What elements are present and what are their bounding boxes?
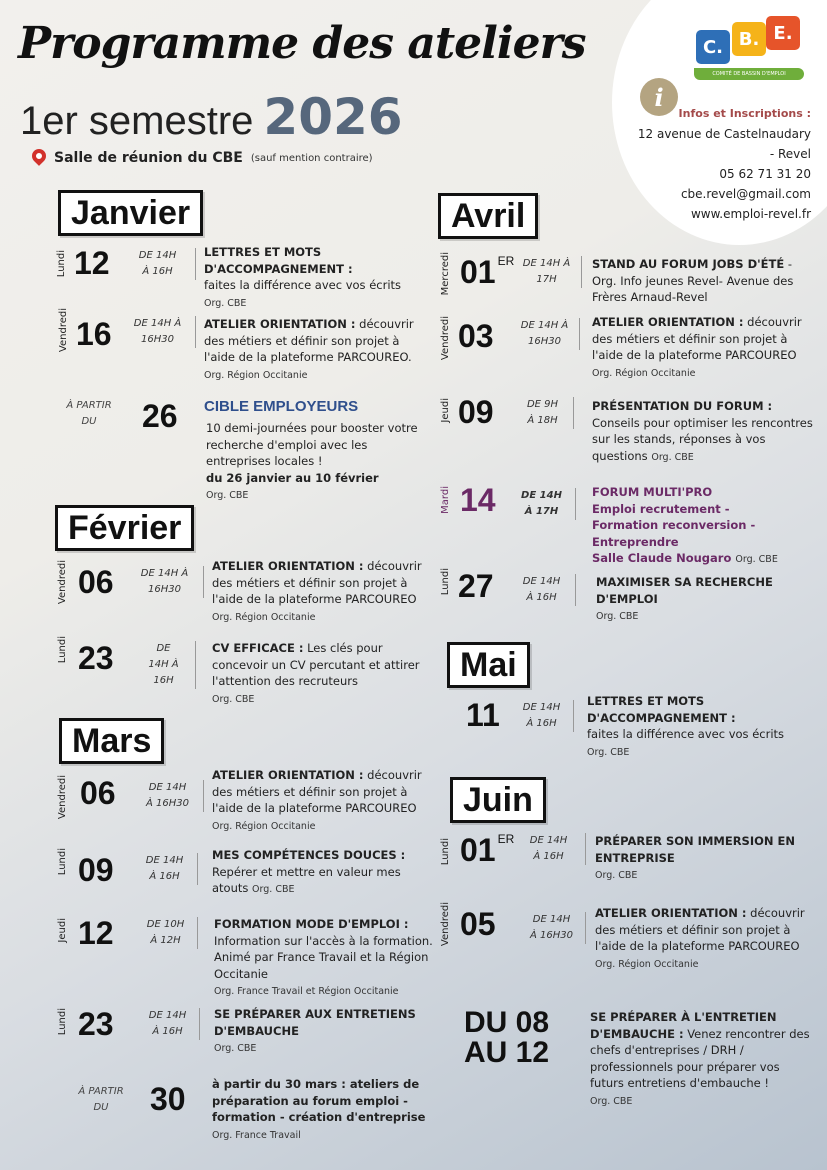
event-time: DE 14H À 16H bbox=[516, 700, 574, 732]
event-description: ATELIER ORIENTATION : découvrir des métiers et définir son projet à l'aide de la plateforme PARCOUREO Org. Région Occitanie bbox=[212, 768, 422, 832]
logo-c: C. bbox=[696, 30, 730, 64]
event-description: CV EFFICACE : Les clés pour concevoir un CV percutant et attirer l'attention des recruteurs Org. CBE bbox=[212, 641, 420, 705]
month-janvier: Janvier bbox=[58, 190, 203, 236]
event-day: Vendredi bbox=[440, 902, 451, 947]
event-description: PRÉSENTATION DU FORUM : Conseils pour optimiser les rencontres sur les stands, réponses à vos questions Org. CBE bbox=[592, 399, 813, 463]
event-time: DE 14H À 16H30 bbox=[524, 912, 586, 944]
event-date: 30 bbox=[150, 1081, 186, 1117]
event-date: 09 bbox=[78, 852, 114, 888]
event-time: DE 14H À 16H30 bbox=[126, 316, 196, 348]
year-label: 2026 bbox=[263, 88, 403, 146]
event-description: PRÉPARER SON IMMERSION EN ENTREPRISE Org. CBE bbox=[595, 834, 795, 881]
event-date: 12 bbox=[78, 915, 114, 951]
event-description: LETTRES ET MOTS D'ACCOMPAGNEMENT : faites la différence avec vos écrits Org. CBE bbox=[204, 245, 402, 309]
event-date: 23 bbox=[78, 1006, 114, 1042]
event-time: DE 14H À 16H bbox=[138, 641, 196, 689]
event-time: DE 10H À 12H bbox=[140, 917, 198, 949]
contact-city: - Revel bbox=[769, 147, 811, 161]
event-day: Mardi bbox=[440, 486, 451, 514]
event-description: ATELIER ORIENTATION : découvrir des métiers et définir son projet à l'aide de la plateforme PARCOUREO. Org. Région Occitanie bbox=[204, 317, 414, 381]
event-description: SE PRÉPARER AUX ENTRETIENS D'EMBAUCHE Org. CBE bbox=[214, 1007, 416, 1054]
logo-e: E. bbox=[766, 16, 800, 50]
event-description: ATELIER ORIENTATION : découvrir des métiers et définir son projet à l'aide de la plateforme PARCOUREO Org. Région Occitanie bbox=[592, 315, 802, 379]
event-time: DE 14H À 16H30 bbox=[138, 780, 204, 812]
event-time: DE 14H À 16H bbox=[138, 853, 198, 885]
event-date: 11 bbox=[466, 697, 500, 733]
logo-tagline: COMITÉ DE BASSIN D'EMPLOI bbox=[694, 68, 804, 80]
cbe-logo bbox=[694, 16, 806, 88]
contact-block bbox=[611, 104, 811, 224]
event-description: ATELIER ORIENTATION : découvrir des métiers et définir son projet à l'aide de la plateforme PARCOUREO Org. Région Occitanie bbox=[595, 906, 805, 970]
contact-email[interactable]: cbe.revel@gmail.com bbox=[680, 187, 811, 201]
event-time: DE 14H À 17H bbox=[518, 256, 582, 288]
event-date: 06 bbox=[80, 775, 116, 811]
event-description: à partir du 30 mars : ateliers de préparation au forum emploi - formation - création d'entreprise Org. France Travail bbox=[212, 1077, 426, 1141]
event-date: 27 bbox=[458, 568, 494, 604]
event-day: Lundi bbox=[57, 636, 68, 664]
event-date: 12 bbox=[74, 245, 110, 281]
contact-address: 12 avenue de Castelnaudary bbox=[637, 127, 811, 141]
contact-website[interactable]: www.emploi-revel.fr bbox=[690, 207, 811, 221]
event-day: Vendredi bbox=[58, 308, 69, 353]
event-description: FORMATION MODE D'EMPLOI : Information sur l'accès à la formation. Animé par France Travail et la Région Occitanie Org. France Travail et Région Occitanie bbox=[214, 917, 433, 997]
event-day: Lundi bbox=[440, 838, 451, 866]
event-description: ATELIER ORIENTATION : découvrir des métiers et définir son projet à l'aide de la plateforme PARCOUREO Org. Région Occitanie bbox=[212, 559, 422, 623]
event-from: À PARTIR DU bbox=[78, 1086, 124, 1113]
event-date: 26 bbox=[142, 398, 178, 434]
event-time: DE 14H À 16H bbox=[514, 574, 576, 606]
event-date: 14 bbox=[460, 482, 496, 518]
event-date: 03 bbox=[458, 318, 494, 354]
event-description: MAXIMISER SA RECHERCHE D'EMPLOI Org. CBE bbox=[596, 575, 773, 622]
event-date: 01 $^{ER}$ bbox=[460, 254, 515, 290]
event-time: DE 14H À 17H bbox=[514, 488, 576, 520]
month-juin: Juin bbox=[450, 777, 546, 823]
event-day: Mercredi bbox=[440, 252, 451, 296]
event-time: DE 14H À 16H30 bbox=[516, 318, 580, 350]
event-from: À PARTIR DU bbox=[66, 400, 112, 427]
event-description: STAND AU FORUM JOBS D'ÉTÉ - Org. Info jeunes Revel- Avenue des Frères Arnaud-Revel bbox=[592, 257, 794, 304]
contact-label: Infos et Inscriptions : bbox=[678, 107, 811, 120]
event-description: LETTRES ET MOTS D'ACCOMPAGNEMENT : faites la différence avec vos écrits Org. CBE bbox=[587, 694, 785, 758]
semester-label: 1er semestre bbox=[20, 99, 254, 143]
event-date: 05 bbox=[460, 906, 496, 942]
event-date: 09 bbox=[458, 394, 494, 430]
event-time: DE 14H À 16H bbox=[142, 1008, 200, 1040]
event-day: Jeudi bbox=[440, 398, 451, 423]
month-mars: Mars bbox=[59, 718, 164, 764]
event-description: 10 demi-journées pour booster votre recherche d'emploi avec les entreprises locales ! du 26 janvier au 10 février Org. CBE bbox=[206, 421, 418, 501]
logo-b: B. bbox=[732, 22, 766, 56]
month-fevrier: Février bbox=[55, 505, 194, 551]
month-avril: Avril bbox=[438, 193, 538, 239]
map-pin-icon bbox=[29, 146, 49, 166]
event-day: Lundi bbox=[57, 1008, 68, 1036]
event-time: DE 9H À 18H bbox=[518, 397, 574, 429]
event-day: Lundi bbox=[57, 848, 68, 876]
location-text: Salle de réunion du CBE bbox=[54, 150, 243, 166]
location-note: (sauf mention contraire) bbox=[250, 152, 373, 164]
event-date: 06 bbox=[78, 564, 114, 600]
event-description: SE PRÉPARER À L'ENTRETIEN D'EMBAUCHE : Venez rencontrer des chefs d'entreprises / DRH / professionnels pour préparer vos futurs entretiens d'embauche ! Org. CBE bbox=[590, 1010, 810, 1107]
event-date: 16 bbox=[76, 316, 112, 352]
event-time: DE 14H À 16H30 bbox=[132, 566, 204, 598]
event-date: 01 $^{ER}$ bbox=[460, 832, 515, 868]
event-time: DE 14H À 16H bbox=[126, 248, 196, 280]
event-date: 23 bbox=[78, 640, 114, 676]
event-day: Vendredi bbox=[440, 316, 451, 361]
event-day: Lundi bbox=[56, 250, 67, 278]
event-day: Jeudi bbox=[57, 918, 68, 943]
info-icon: i bbox=[640, 78, 678, 116]
event-day: Vendredi bbox=[57, 775, 68, 820]
event-time: DE 14H À 16H bbox=[518, 833, 586, 865]
page-title: Programme des ateliers bbox=[18, 18, 586, 69]
event-day: Vendredi bbox=[57, 560, 68, 605]
event-date-range: DU 08 AU 12 bbox=[464, 1006, 550, 1069]
event-description: MES COMPÉTENCES DOUCES : Repérer et mettre en valeur mes atouts Org. CBE bbox=[212, 848, 406, 895]
cible-employeurs-logo: CIBLE EMPLOYEURS bbox=[204, 398, 359, 415]
contact-phone[interactable]: 05 62 71 31 20 bbox=[719, 167, 811, 181]
location-line bbox=[32, 150, 373, 166]
month-mai: Mai bbox=[447, 642, 530, 688]
event-description: FORUM MULTI'PRO Emploi recrutement - Formation reconversion - Entreprendre Salle Claude Nougaro Org. CBE bbox=[592, 485, 778, 565]
subtitle bbox=[20, 88, 403, 146]
event-day: Lundi bbox=[440, 568, 451, 596]
